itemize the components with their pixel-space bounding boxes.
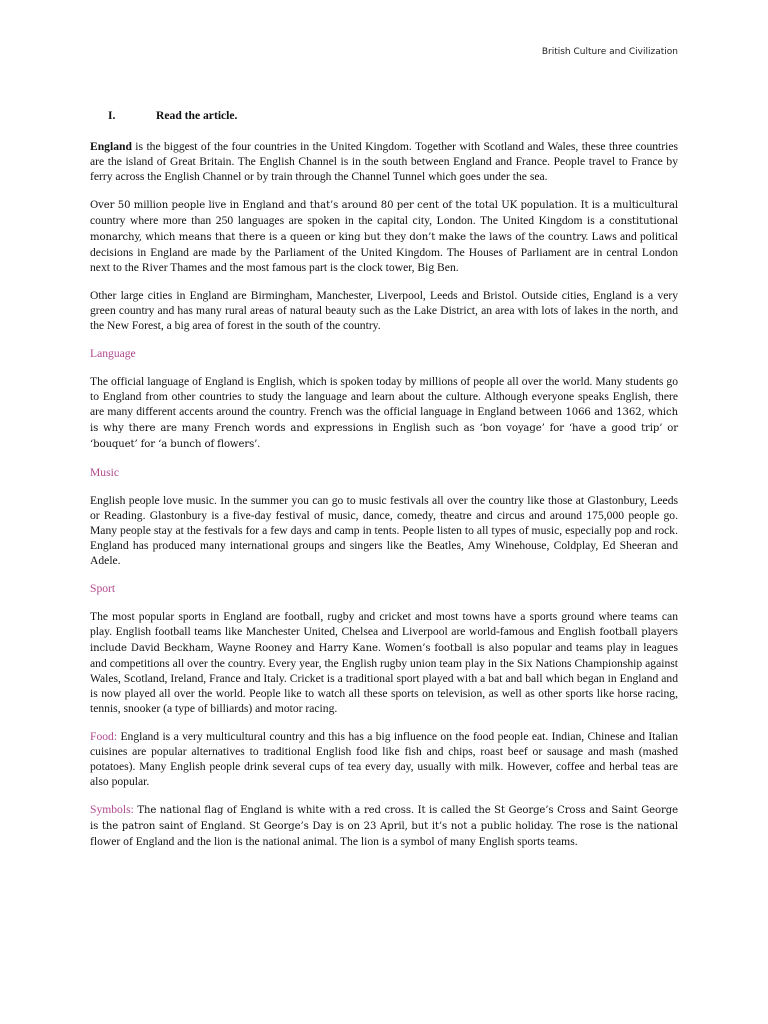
running-header: British Culture and Civilization <box>541 47 678 57</box>
language-part-b: between 1066 and 1362, which is why there are many French words and expressions in English such as ‘bon voyage’ for ‘have a good trip’ or ‘bouquet’ for ‘a bunch of flowers’ <box>90 407 678 450</box>
intro-p2-part-b: country where more than 250 languages are spoken in the capital city, London. The United Kingdom is a <box>90 214 610 227</box>
sport-part-a: The most popular sports in England are football, rugby and cricket and most towns have a sports ground where teams can play. English football teams like Manchester United, Chelsea and Liverpool are world-famous and <box>90 610 678 638</box>
sport-part-c: and teams play in leagues and competitions all over the country. Every year, the English rugby union team play in the Six Nations Championship against Wales, Scotland, Ireland, France and Italy. Cricket is a traditional sport played with a bat and ball which began in England and is now played all over the world. People like to watch all these sports on television, as well as other sports like horse racing, tennis, snooker (a type of billiards) and motor racing. <box>90 641 678 715</box>
intro-bold-term: England <box>90 140 132 153</box>
section-heading-sport: Sport <box>90 582 116 595</box>
exercise-text: Read the article. <box>156 109 238 122</box>
article-body <box>90 108 678 862</box>
section-heading-music: Music <box>90 466 119 479</box>
food-label: Food: <box>90 730 118 743</box>
section-heading-language: Language <box>90 347 136 360</box>
intro-paragraph-1-text: is the biggest of the four countries in the United Kingdom. Together with Scotland and Wales, these three countries are the island of Great Britain. The English Channel is in the south between England and France. People travel to France by ferry across the English Channel or by train through the Channel Tunnel which goes under the sea. <box>90 140 678 183</box>
intro-paragraph-3: Other large cities in England are Birmingham, Manchester, Liverpool, Leeds and Bristol. Outside cities, England is a very green country and has many rural areas of natural beauty such as the Lake District, an area with lots of lakes in the north, and the New Forest, a big area of forest in the south of the country. <box>90 289 678 332</box>
food-text: England is a very multicultural country and this has a big influence on the food people eat. Indian, Chinese and Italian cuisines are popular alternatives to traditional English food like fish and chips, roast beef or sausage and mash (mashed potatoes). Many English people drink several cups of tea every day, usually with milk. However, coffee and herbal teas are also popular. <box>90 730 678 788</box>
symbols-label: Symbols: <box>90 803 134 816</box>
exercise-number: I. <box>108 109 116 122</box>
intro-p2-part-d: Laws and political decisions in England are made by the Parliament of the United Kingdom. The Houses of Parliament are in central London next to the River Thames and the most famous part is the clock tower, Big Ben. <box>90 230 678 274</box>
food-paragraph <box>90 729 678 789</box>
intro-p2-part-c: constitutional monarchy, which means that there is a queen or king but they don’t make the laws of the country. <box>90 216 678 243</box>
symbols-paragraph <box>90 802 678 849</box>
sport-part-b: English football players include David Beckham, Wayne Rooney and Harry Kane. Women’s football is also popular <box>90 627 678 654</box>
symbols-part-b: flower of England and the lion is the national animal. The lion is a symbol of many English sports teams. <box>90 835 578 848</box>
language-paragraph <box>90 374 678 452</box>
language-part-c: . <box>257 437 261 450</box>
intro-p2-part-a: Over 50 million people live in England and that’s around 80 per cent of the total UK population. It is a multicultural <box>90 200 678 211</box>
language-part-a: The official language of England is English, which is spoken today by millions of people all over the world. Many students go to England from other countries to study the language and learn about the culture. Although everyone speaks English, there are many different accents around the country. French was the official language in England <box>90 375 678 418</box>
intro-paragraph-1 <box>90 139 678 184</box>
sport-paragraph <box>90 609 678 716</box>
exercise-instruction <box>108 108 678 123</box>
music-paragraph: English people love music. In the summer you can go to music festivals all over the country like those at Glastonbury, Leeds or Reading. Glastonbury is a five-day festival of music, dance, comedy, theatre and circus and around 175,000 people go. Many people stay at the festivals for a few days and camp in tents. People listen to all types of music, especially pop and rock. England has produced many international groups and singers like the Beatles, Amy Winehouse, Coldplay, Ed Sheeran and Adele. <box>90 494 678 567</box>
symbols-part-a: The national flag of England is white with a red cross. It is called the St George’s Cross and Saint George is the patron saint of England. St George’s Day is on 23 April, but it’s not a public holiday. The rose is the national <box>90 805 678 832</box>
intro-paragraph-2 <box>90 197 678 275</box>
